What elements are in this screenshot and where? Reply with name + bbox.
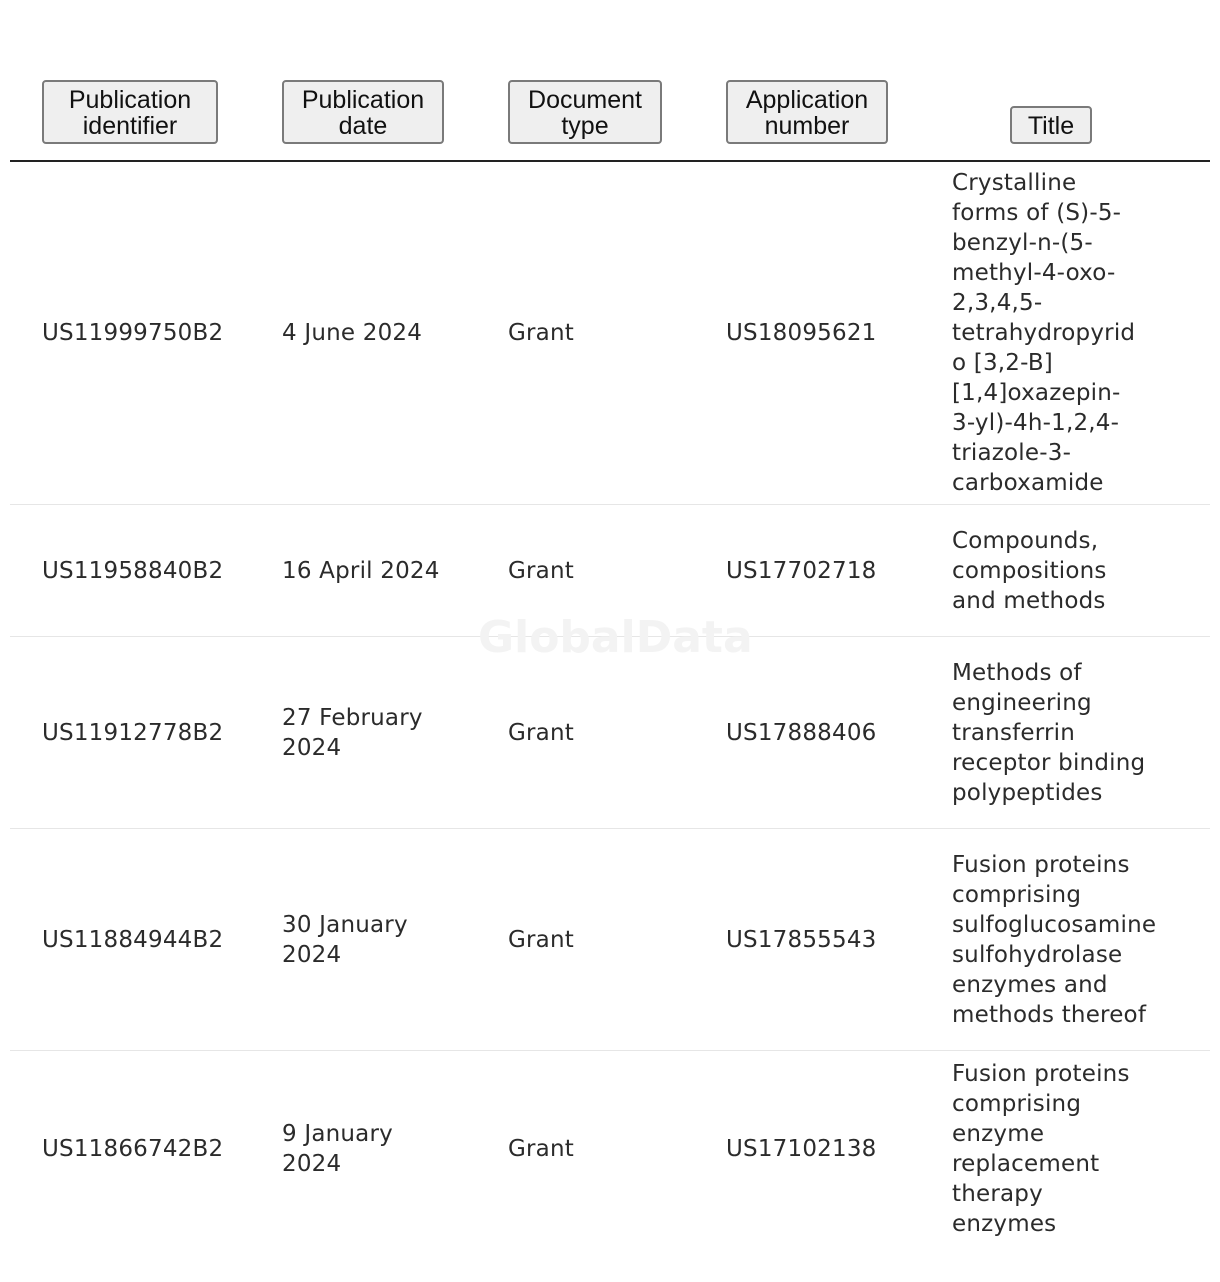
table-row (10, 162, 1210, 505)
publication-date-cell: 16 April 2024 (282, 557, 440, 584)
title-text: Methods of engineering transferrin receptor binding polypeptides (952, 659, 1146, 806)
application-number-cell: US17855543 (726, 926, 877, 953)
table-row (10, 1051, 1210, 1246)
publication-date-cell: 4 June 2024 (282, 320, 423, 346)
sort-title-button[interactable]: Title (1010, 106, 1092, 144)
sort-application-number-button[interactable]: Application number (726, 80, 888, 144)
publication-date-cell (282, 1051, 452, 1246)
title-text: Fusion proteins comprising sulfoglucosamine sulfohydrolase enzymes and methods thereof (952, 851, 1157, 1028)
publication-date-text: 9 January 2024 (282, 1120, 393, 1177)
title-cell (952, 637, 1166, 828)
sort-publication-identifier-button[interactable]: Publication identifier (42, 80, 218, 144)
table-row (10, 505, 1210, 637)
title-cell (952, 162, 1166, 504)
document-type-cell: Grant (508, 719, 574, 746)
title-text: Fusion proteins comprising enzyme replacement therapy enzymes (952, 1060, 1130, 1237)
publication-identifier-cell: US11884944B2 (42, 926, 224, 953)
application-number-cell: US18095621 (726, 320, 877, 346)
patents-table (10, 0, 1210, 1246)
document-type-cell: Grant (508, 1135, 574, 1162)
sort-document-type-button[interactable]: Document type (508, 80, 662, 144)
title-text: Crystalline forms of (S)-5-benzyl-n-(5-methyl-4-oxo-2,3,4,5-tetrahydropyrido [3,2-B][1,4]oxazepin-3-yl)-4h-1,2,4-triazole-3-carboxamide (952, 170, 1136, 496)
application-number-cell: US17702718 (726, 557, 877, 584)
publication-date-text: 30 January 2024 (282, 911, 408, 968)
publication-date-cell (282, 637, 452, 828)
publication-date-cell (282, 829, 452, 1050)
publication-identifier-cell: US11866742B2 (42, 1135, 224, 1162)
sort-publication-date-button[interactable]: Publication date (282, 80, 444, 144)
table-row (10, 829, 1210, 1051)
publication-identifier-cell: US11912778B2 (42, 719, 224, 746)
title-cell (952, 1051, 1166, 1246)
title-cell (952, 829, 1166, 1050)
application-number-cell: US17888406 (726, 719, 877, 746)
publication-identifier-cell: US11958840B2 (42, 557, 224, 584)
title-text: Compounds, compositions and methods (952, 527, 1107, 614)
application-number-cell: US17102138 (726, 1135, 877, 1162)
table-header (10, 0, 1210, 162)
publication-date-text: 27 February 2024 (282, 704, 423, 761)
document-type-cell: Grant (508, 320, 574, 346)
document-type-cell: Grant (508, 926, 574, 953)
table-row (10, 637, 1210, 829)
title-cell (952, 505, 1166, 636)
publication-identifier-cell: US11999750B2 (42, 320, 224, 346)
watermark-text: GlobalData (478, 612, 753, 663)
document-type-cell: Grant (508, 557, 574, 584)
